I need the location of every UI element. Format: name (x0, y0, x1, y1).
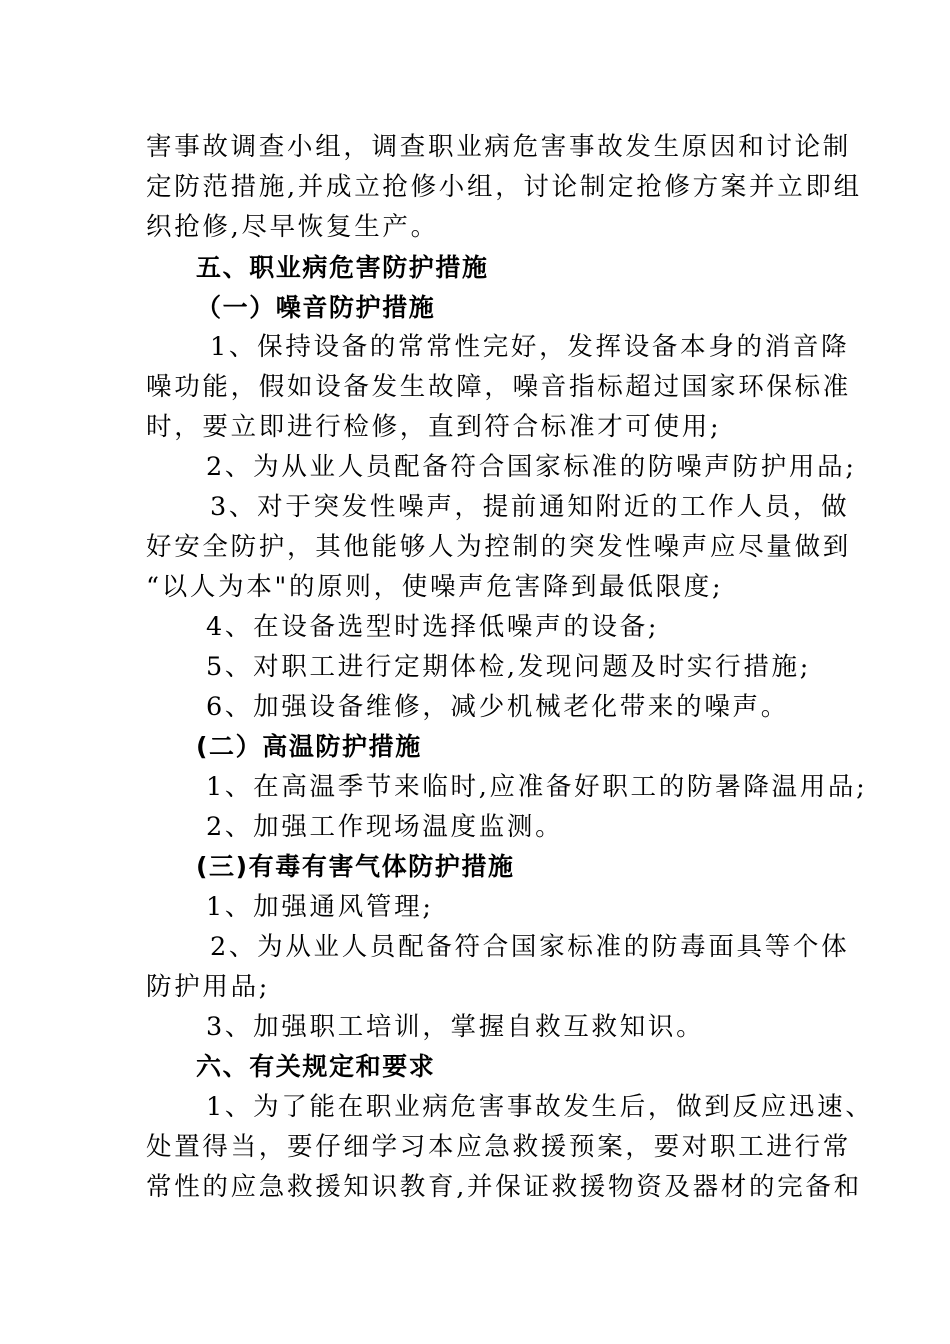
paragraph-line: 害事故调查小组，调查职业病危害事故发生原因和讨论制 (146, 132, 852, 162)
paragraph-line: 2、为从业人员配备符合国家标准的防毒面具等个体 (210, 932, 850, 962)
paragraph-line: 处置得当，要仔细学习本应急救援预案，要对职工进行常 (146, 1132, 852, 1162)
paragraph-line: 2、加强工作现场温度监测。 (206, 812, 564, 842)
paragraph-line: 1、为了能在职业病危害事故发生后，做到反应迅速、 (206, 1092, 874, 1122)
paragraph-line: 常性的应急救援知识教育,并保证救援物资及器材的完备和 (146, 1172, 862, 1202)
section-heading-5: 五、职业病危害防护措施 (196, 253, 489, 282)
section-heading-6: 六、有关规定和要求 (196, 1052, 436, 1081)
paragraph-line: 噪功能，假如设备发生故障，噪音指标超过国家环保标准 (146, 372, 852, 402)
paragraph-line: 1、保持设备的常常性完好，发挥设备本身的消音降 (210, 332, 850, 362)
paragraph-line: 防护用品; (146, 972, 271, 1002)
paragraph-line: 1、在高温季节来临时,应准备好职工的防暑降温用品; (206, 772, 868, 802)
paragraph-line: 织抢修,尽早恢复生产。 (146, 212, 439, 242)
paragraph-line: 1、加强通风管理; (206, 892, 434, 922)
paragraph-line: 定防范措施,并成立抢修小组，讨论制定抢修方案并立即组 (146, 172, 862, 202)
paragraph-line: “以人为本"的原则，使噪声危害降到最低限度; (146, 572, 724, 602)
subsection-heading-heat: (二）高温防护措施 (196, 732, 422, 761)
paragraph-line: 4、在设备选型时选择低噪声的设备; (206, 612, 660, 642)
paragraph-line: 6、加强设备维修，减少机械老化带来的噪声。 (206, 692, 789, 722)
paragraph-line: 3、加强职工培训，掌握自救互救知识。 (206, 1012, 705, 1042)
paragraph-line: 3、对于突发性噪声，提前通知附近的工作人员，做 (210, 492, 850, 522)
paragraph-line: 时，要立即进行检修，直到符合标准才可使用; (146, 412, 722, 442)
subsection-heading-toxic-gas: (三)有毒有害气体防护措施 (196, 852, 515, 881)
paragraph-line: 好安全防护，其他能够人为控制的突发性噪声应尽量做到 (146, 532, 852, 562)
subsection-heading-noise: （一）噪音防护措施 (196, 293, 436, 322)
paragraph-line: 5、对职工进行定期体检,发现问题及时实行措施; (206, 652, 812, 682)
paragraph-line: 2、为从业人员配备符合国家标准的防噪声防护用品; (206, 452, 857, 482)
